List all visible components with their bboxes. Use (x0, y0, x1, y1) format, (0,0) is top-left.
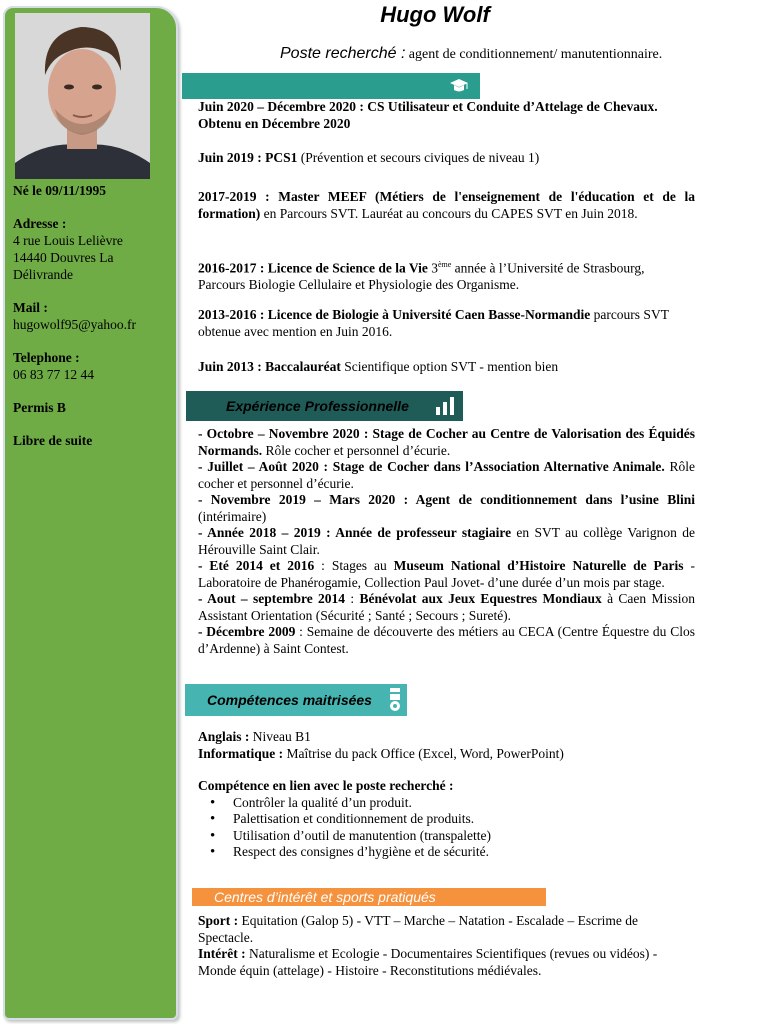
centres-content (198, 913, 695, 979)
experience-detail: : Semaine de découverte des métiers au CECA (Centre Équestre du Clos d’Ardenne) à Saint Contest. (198, 624, 695, 656)
candidate-name: Hugo Wolf (380, 2, 490, 27)
competences-section-bar (185, 684, 407, 716)
anglais-line (198, 729, 695, 746)
job-target-label: Poste recherché : (280, 45, 406, 62)
mail-value: hugowolf95@yahoo.fr (13, 317, 137, 332)
experience-detail: - Laboratoire de Phanérogamie, Collection Paul Jovet- d’une durée d’un mois par stage. (198, 558, 695, 590)
interet-line (198, 946, 695, 979)
experience-detail: Rôle cocher et personnel d’écurie. (198, 459, 695, 491)
experience-item (198, 624, 695, 657)
formation-detail: en Parcours SVT. Lauréat au concours du CAPES SVT en Juin 2018. (260, 205, 638, 221)
experience-title: Expérience Professionnelle (226, 398, 409, 414)
experience-title-text: - Décembre 2009 (198, 624, 296, 639)
formation-title: 2017-2019 : Master MEEF (Métiers de l'enseignement de l'éducation et de la formation) (198, 189, 695, 221)
heading-text: Compétence en lien avec le poste recherché : (198, 778, 454, 793)
phone-label: Telephone : (13, 350, 80, 365)
formation-item (198, 307, 695, 340)
experience-title-text: - Juillet – Août 2020 : Stage de Cocher dans l’Association Alternative Animale. (198, 459, 665, 474)
sport-line (198, 913, 695, 946)
formation-title: 2013-2016 : Licence de Biologie à Université Caen Basse-Normandie (198, 307, 591, 322)
sidebar-info (13, 182, 173, 465)
skills-list (198, 795, 695, 861)
sport-value: Equitation (Galop 5) - VTT – Marche – Natation - Escalade – Escrime de Spectacle. (198, 913, 638, 945)
phone-value: 06 83 77 12 44 (13, 367, 94, 382)
experience-item (198, 558, 695, 591)
skill-item: • Palettisation et conditionnement de produits. (233, 811, 695, 828)
experience-item (198, 459, 695, 492)
anglais-label: Anglais : (198, 729, 250, 744)
experience-title-text: - Octobre – Novembre 2020 : Stage de Cocher au Centre de Valorisation des Équidés Normands. (198, 426, 695, 458)
formation-detail: Scientifique option SVT - mention bien (340, 359, 559, 374)
experience-detail: Rôle cocher et personnel d’écurie. (262, 442, 451, 458)
superscript: ème (437, 260, 452, 269)
formation-detail: (Prévention et secours civiques de niveau 1) (297, 150, 540, 165)
informatique-value: Maîtrise du pack Office (Excel, Word, PowerPoint) (283, 745, 564, 761)
experience-title-text: Museum National d’Histoire Naturelle de Paris (393, 558, 684, 573)
experience-title-text: - Novembre 2019 – Mars 2020 : Agent de conditionnement dans l’usine Blini (198, 492, 695, 507)
tools-icon (387, 686, 403, 714)
availability: Libre de suite (13, 433, 93, 448)
address-line: 4 rue Louis Lelièvre (13, 233, 123, 248)
informatique-line (198, 746, 695, 763)
profile-photo (15, 13, 150, 179)
experience-title-text: Bénévolat aux Jeux Equestres Mondiaux (359, 591, 602, 606)
experience-list (198, 426, 695, 657)
bar-chart-icon (434, 395, 456, 417)
competences-title: Compétences maitrisées (207, 692, 372, 708)
experience-item (198, 525, 695, 558)
experience-detail: (intérimaire) (198, 508, 267, 524)
formation-title: Juin 2013 : Baccalauréat (198, 359, 341, 374)
formation-item (198, 359, 695, 376)
formation-item (198, 189, 695, 222)
experience-title-text: - Aout – septembre 2014 (198, 591, 346, 606)
anglais-value: Niveau B1 (249, 729, 311, 744)
formation-detail: année à l’Université de Strasbourg, Parcours Biologie Cellulaire et Physiologie des Organisme. (198, 260, 645, 292)
informatique-label: Informatique : (198, 745, 284, 761)
experience-title-text: - Année 2018 – 2019 : Année de professeur stagiaire (198, 525, 512, 540)
address-line: Délivrande (13, 267, 73, 282)
formation-section-bar (182, 73, 480, 99)
experience-detail: : (345, 591, 360, 606)
formation-item (198, 99, 695, 132)
formation-title: Juin 2020 – Décembre 2020 : CS Utilisateur et Conduite d’Attelage de Chevaux. Obtenu en Décembre 2020 (198, 99, 658, 131)
experience-section-bar (186, 391, 463, 421)
sport-label: Sport : (198, 913, 239, 928)
permis: Permis B (13, 400, 66, 415)
job-target-value: agent de conditionnement/ manutentionnaire. (408, 47, 663, 62)
experience-item (198, 492, 695, 525)
formation-detail: 3 (427, 260, 438, 276)
birth-date: Né le 09/11/1995 (13, 183, 106, 198)
formation-detail: parcours SVT obtenue avec mention en Juin 2016. (198, 307, 669, 339)
experience-detail: en SVT au collège Varignon de Hérouville Saint Clair. (198, 525, 695, 557)
skill-item: • Respect des consignes d’hygiène et de sécurité. (233, 844, 695, 861)
formation-item (198, 257, 695, 294)
formation-title: Juin 2019 : PCS1 (198, 150, 298, 165)
interet-label: Intérêt : (198, 946, 246, 961)
address-line: 14440 Douvres La (13, 250, 114, 265)
formation-item (198, 150, 695, 167)
competences-content (198, 729, 695, 861)
experience-item (198, 426, 695, 459)
poste-competences-heading (198, 778, 695, 795)
portrait-image (15, 13, 150, 179)
skill-item: • Utilisation d’outil de manutention (transpalette) (233, 828, 695, 845)
interet-value: Naturalisme et Ecologie - Documentaires Scientifiques (revues ou vidéos) - Monde équin (attelage) - Histoire - Reconstitutions médiévales. (198, 946, 658, 978)
experience-detail: : Stages au (314, 558, 394, 573)
centres-title: Centres d’intérêt et sports pratiqués (214, 889, 436, 905)
experience-item (198, 591, 695, 624)
mail-label: Mail : (13, 300, 48, 315)
experience-title-text: - Eté 2014 et 2016 (198, 558, 315, 573)
job-target (280, 45, 662, 63)
formation-title: 2016-2017 : Licence de Science de la Vie (198, 260, 428, 276)
centres-section-bar (192, 888, 546, 906)
experience-detail: à Caen Mission Assistant Orientation (Sécurité ; Santé ; Secours ; Sureté). (198, 591, 695, 623)
skill-item: • Contrôler la qualité d’un produit. (233, 795, 695, 812)
address-label: Adresse : (13, 216, 67, 231)
graduation-cap-icon (448, 76, 470, 96)
